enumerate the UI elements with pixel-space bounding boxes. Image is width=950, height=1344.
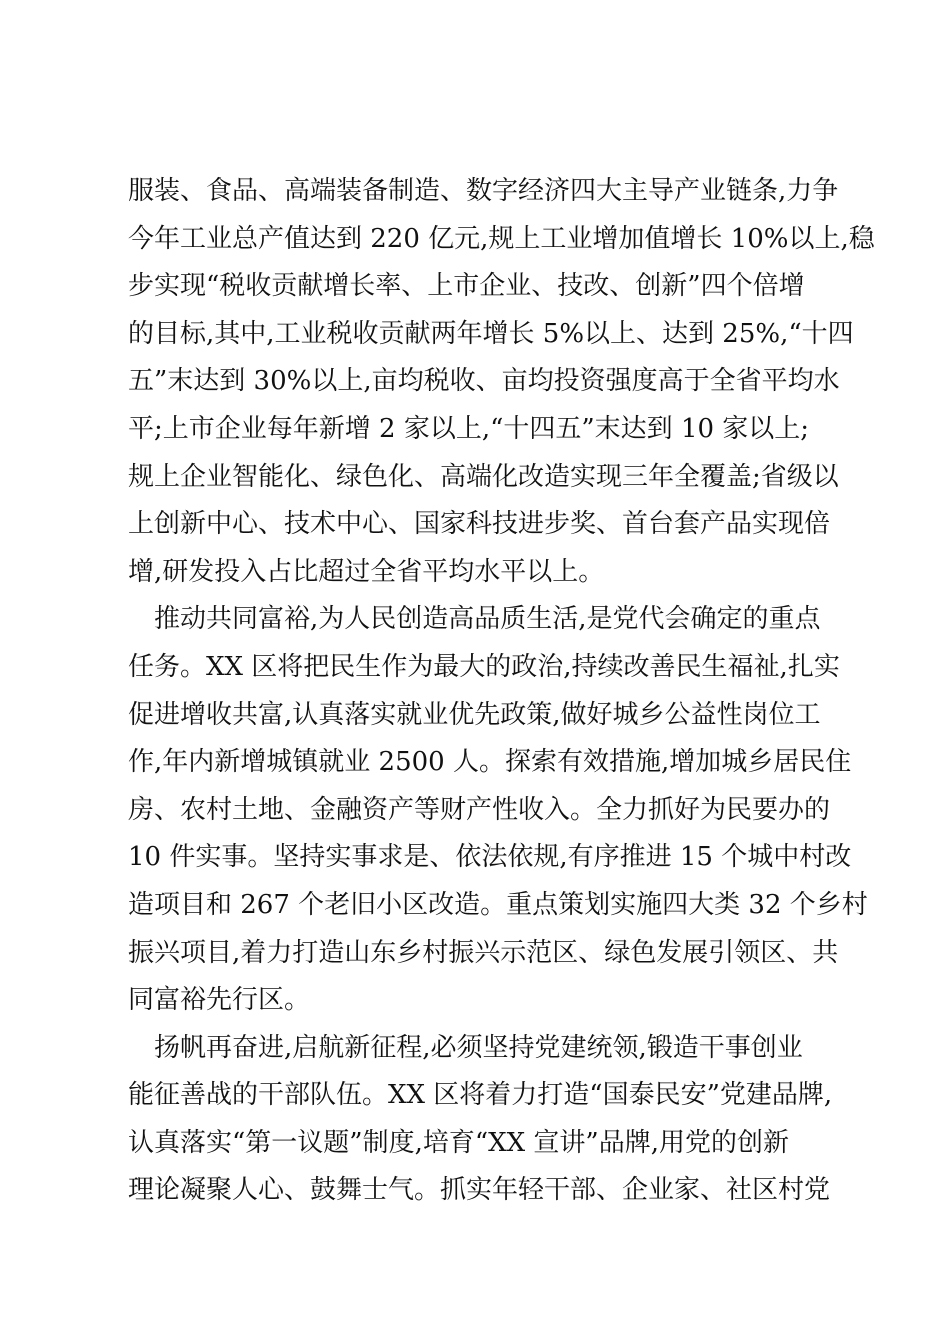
text-line: 造项目和 267 个老旧小区改造。重点策划实施四大类 32 个乡村 [128,889,868,920]
text-line: 认真落实“第一议题”制度,培育“XX 宣讲”品牌,用党的创新 [128,1127,789,1158]
paragraph-industry-goals [128,168,875,596]
paragraph-party-building [128,1025,840,1215]
text-line: 10 件实事。坚持实事求是、依法依规,有序推进 15 个城中村改 [128,842,852,873]
text-line: 今年工业总产值达到 220 亿元,规上工业增加值增长 10%以上,稳 [128,223,875,254]
text-line: 平;上市企业每年新增 2 家以上,“十四五”末达到 10 家以上; [128,413,810,444]
text-line: 服装、食品、高端装备制造、数字经济四大主导产业链条,力争 [128,176,839,206]
text-line: 振兴项目,着力打造山东乡村振兴示范区、绿色发展引领区、共 [128,937,839,968]
text-line: 能征善战的干部队伍。XX 区将着力打造“国泰民安”党建品牌, [128,1080,833,1111]
text-line: 推动共同富裕,为人民创造高品质生活,是党代会确定的重点 [128,604,821,635]
text-line: 的目标,其中,工业税收贡献两年增长 5%以上、达到 25%,“十四 [128,318,854,349]
text-line: 同富裕先行区。 [128,985,311,1016]
text-line: 增,研发投入占比超过全省平均水平以上。 [128,556,605,587]
text-line: 任务。XX 区将把民生作为最大的政治,持续改善民生福祉,扎实 [128,651,840,682]
text-line: 作,年内新增城镇就业 2500 人。探索有效措施,增加城乡居民住 [128,747,852,778]
text-line: 五”末达到 30%以上,亩均税收、亩均投资强度高于全省平均水 [128,366,840,397]
text-line: 规上企业智能化、绿色化、高端化改造实现三年全覆盖;省级以 [128,461,839,492]
paragraph-common-prosperity [128,596,868,1024]
text-line: 房、农村土地、金融资产等财产性收入。全力抓好为民要办的 [128,794,831,825]
text-line: 扬帆再奋进,启航新征程,必须坚持党建统领,锻造干事创业 [128,1032,803,1063]
text-line: 步实现“税收贡献增长率、上市企业、技改、创新”四个倍增 [128,271,805,302]
text-line: 促进增收共富,认真落实就业优先政策,做好城乡公益性岗位工 [128,699,821,730]
document-body [128,168,875,1215]
text-line: 上创新中心、技术中心、国家科技进步奖、首台套产品实现倍 [128,509,831,540]
text-line: 理论凝聚人心、鼓舞士气。抓实年轻干部、企业家、社区村党 [128,1175,831,1206]
